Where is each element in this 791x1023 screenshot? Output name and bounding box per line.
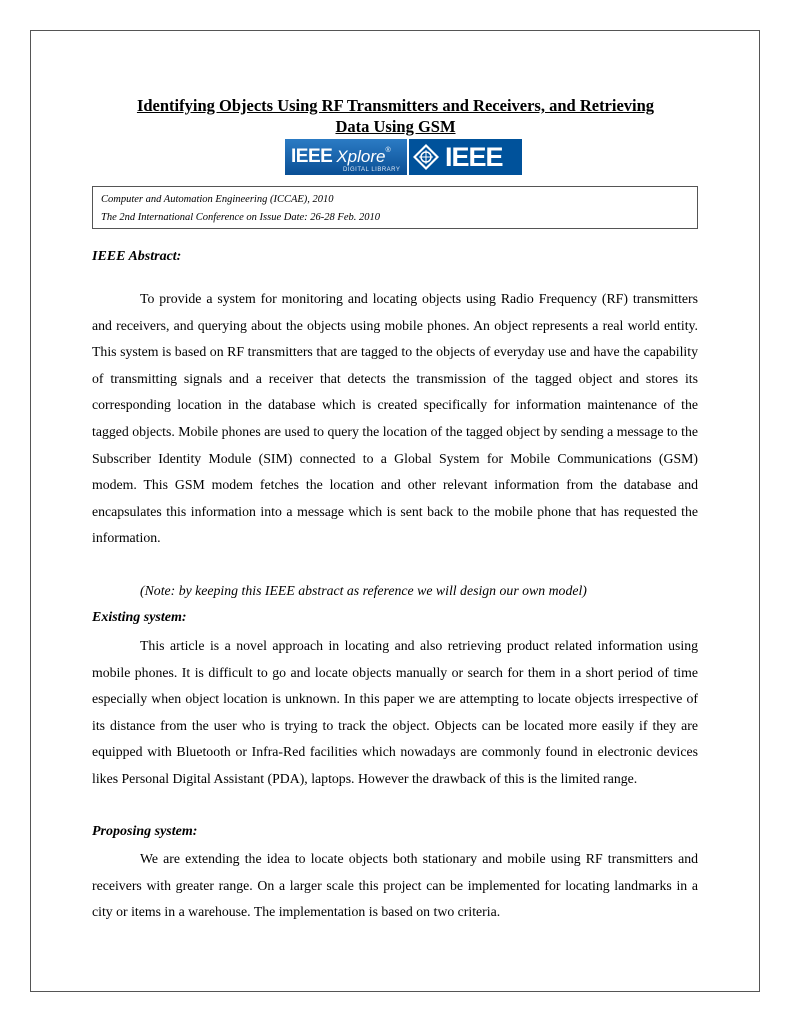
ieee-emblem-icon [409,139,443,175]
existing-system-heading: Existing system: [92,610,187,625]
title-line-2: Data Using GSM [335,117,456,136]
proposing-system-heading: Proposing system: [92,824,198,839]
logo-digital-library-text: DIGITAL LIBRARY [343,167,401,173]
abstract-note: (Note: by keeping this IEEE abstract as reference we will design our own model) [140,583,587,598]
conference-line-1: Computer and Automation Engineering (ICCAE), 2010 [101,194,334,205]
conference-info-box [92,186,698,229]
proposing-system-paragraph: We are extending the idea to locate objects both stationary and mobile using RF transmitters and receivers with greater range. On a larger scale this project can be implemented for locating landmarks in a city or items in a warehouse. The implementation is based on two criteria. [92,851,698,920]
logo-xplore-text: Xplore [336,147,386,166]
xplore-logo-part [285,139,407,175]
conference-line-2: The 2nd International Conference on Issue Date: 26-28 Feb. 2010 [101,212,380,223]
existing-system-paragraph: This article is a novel approach in locating and also retrieving product related information using mobile phones. It is difficult to go and locate objects manually or search for them in a short period of time especially when object location is unknown. In this paper we are attempting to locate objects irrespective of its distance from the user who is trying to track the object. Objects can be located more easily if they are equipped with Bluetooth or Infra-Red facilities which nowadays are commonly found in electronic devices likes Personal Digital Assistant (PDA), laptops. However the drawback of this is the limited range. [92,638,698,786]
ieee-xplore-logo [285,139,522,175]
logo-ieee-small-text: IEEE [291,146,333,167]
logo-ieee-big-text: IEEE [445,141,503,172]
title-line-1: Identifying Objects Using RF Transmitters and Receivers, and Retrieving [136,96,655,115]
abstract-heading: IEEE Abstract: [92,249,182,264]
logo-registered-mark: ® [385,147,391,154]
abstract-paragraph: To provide a system for monitoring and locating objects using Radio Frequency (RF) transmitters and receivers, and querying about the objects using mobile phones. An object represents a real world entity. This system is based on RF transmitters that are tagged to the objects of everyday use and have the capability of transmitting signals and a receiver that detects the transmission of the tagged object and stores its corresponding location in the database which is created specifically for information maintenance of the tagged objects. Mobile phones are used to query the location of the tagged object by sending a message to the Subscriber Identity Module (SIM) connected to a Global System for Mobile Communications (GSM) modem. This GSM modem fetches the location and other relevant information from the database and encapsulates this information into a message which is sent back to the mobile phone that has requested the information. [92,291,698,546]
document-title [93,95,698,137]
